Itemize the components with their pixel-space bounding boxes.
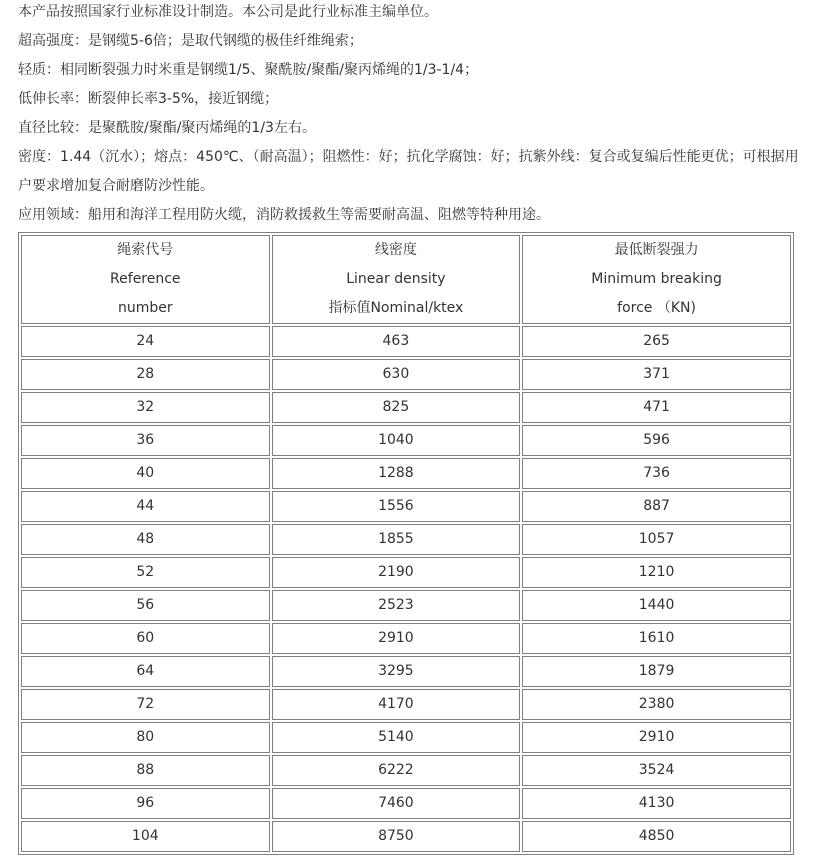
application-paragraph: 应用领域：船用和海洋工程用防火缆，消防救援救生等需要耐高温、阻燃等特种用途。 [18, 207, 550, 223]
header-line: 指标值Nominal/ktex [328, 300, 464, 316]
table-row [21, 722, 791, 753]
table-cell: 463 [272, 326, 521, 357]
table-row [21, 623, 791, 654]
table-cell: 48 [21, 524, 270, 555]
header-line: number [117, 300, 173, 316]
table-cell: 3524 [522, 755, 791, 786]
header-cell-force [522, 235, 791, 324]
table-cell: 88 [21, 755, 270, 786]
table-cell: 471 [522, 392, 791, 423]
header-line: 线密度 [374, 242, 417, 258]
table-cell: 2523 [272, 590, 521, 621]
table-cell: 3295 [272, 656, 521, 687]
table-cell: 630 [272, 359, 521, 390]
table-row [21, 326, 791, 357]
table-cell: 36 [21, 425, 270, 456]
diameter-paragraph: 直径比较：是聚酰胺/聚酯/聚丙烯绳的1/3左右。 [18, 120, 316, 136]
table-cell: 32 [21, 392, 270, 423]
table-row [21, 689, 791, 720]
table-cell: 1057 [522, 524, 791, 555]
table-cell: 1610 [522, 623, 791, 654]
table-cell: 96 [21, 788, 270, 819]
spec-table [18, 232, 794, 855]
table-cell: 5140 [272, 722, 521, 753]
table-cell: 1040 [272, 425, 521, 456]
table-row [21, 821, 791, 852]
table-cell: 6222 [272, 755, 521, 786]
intro-paragraph: 本产品按照国家行业标准设计制造。本公司是此行业标准主编单位。 [18, 4, 438, 20]
table-row [21, 524, 791, 555]
table-cell: 104 [21, 821, 270, 852]
table-cell: 887 [522, 491, 791, 522]
header-line: Reference [110, 271, 181, 287]
table-row [21, 458, 791, 489]
table-row [21, 425, 791, 456]
table-cell: 80 [21, 722, 270, 753]
header-line: Linear density [346, 271, 446, 287]
table-row [21, 590, 791, 621]
table-cell: 4850 [522, 821, 791, 852]
table-header [21, 235, 791, 324]
table-cell: 265 [522, 326, 791, 357]
strength-paragraph: 超高强度：是钢缆5-6倍；是取代钢缆的极佳纤维绳索； [18, 33, 363, 49]
table-cell: 60 [21, 623, 270, 654]
table-row [21, 392, 791, 423]
elongation-paragraph: 低伸长率：断裂伸长率3-5%，接近钢缆； [18, 91, 279, 107]
table-cell: 7460 [272, 788, 521, 819]
header-line: force （KN) [617, 300, 696, 316]
table-cell: 1879 [522, 656, 791, 687]
table-row [21, 557, 791, 588]
table-cell: 64 [21, 656, 270, 687]
weight-paragraph: 轻质：相同断裂强力时米重是钢缆1/5、聚酰胺/聚酯/聚丙烯绳的1/3-1/4； [18, 62, 479, 78]
table-row [21, 788, 791, 819]
table-row [21, 491, 791, 522]
table-cell: 72 [21, 689, 270, 720]
table-cell: 2380 [522, 689, 791, 720]
table-cell: 28 [21, 359, 270, 390]
table-cell: 52 [21, 557, 270, 588]
table-cell: 24 [21, 326, 270, 357]
header-line: 绳索代号 [117, 242, 174, 258]
table-cell: 2910 [522, 722, 791, 753]
table-cell: 596 [522, 425, 791, 456]
table-row [21, 359, 791, 390]
table-cell: 736 [522, 458, 791, 489]
table-cell: 1210 [522, 557, 791, 588]
header-line: Minimum breaking [591, 271, 722, 287]
table-cell: 56 [21, 590, 270, 621]
header-cell-reference [21, 235, 270, 324]
table-cell: 371 [522, 359, 791, 390]
table-cell: 1440 [522, 590, 791, 621]
table-cell: 2910 [272, 623, 521, 654]
properties-paragraph: 密度：1.44（沉水）；熔点：450℃、（耐高温）；阻燃性：好；抗化学腐蚀：好；抗紫外线：复合或复编后性能更优；可根据用户要求增加复合耐磨防沙性能。 [18, 149, 799, 194]
table-body [21, 326, 791, 852]
header-row [21, 235, 791, 324]
header-line: 最低断裂强力 [614, 242, 699, 258]
header-cell-density [272, 235, 521, 324]
table-cell: 44 [21, 491, 270, 522]
table-row [21, 755, 791, 786]
table-cell: 4170 [272, 689, 521, 720]
table-cell: 1855 [272, 524, 521, 555]
table-cell: 8750 [272, 821, 521, 852]
table-cell: 1556 [272, 491, 521, 522]
table-cell: 1288 [272, 458, 521, 489]
table-cell: 2190 [272, 557, 521, 588]
table-row [21, 656, 791, 687]
table-cell: 825 [272, 392, 521, 423]
table-cell: 4130 [522, 788, 791, 819]
table-cell: 40 [21, 458, 270, 489]
